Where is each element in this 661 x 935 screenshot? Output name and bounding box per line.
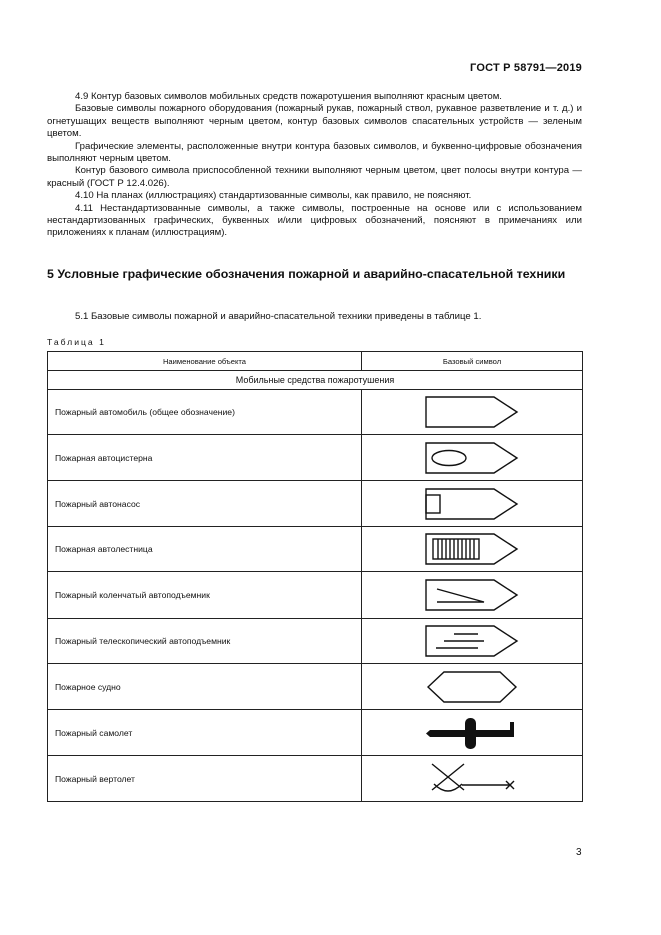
paragraph: 4.9 Контур базовых символов мобильных средств пожаротушения выполняют красным цветом.: [75, 91, 502, 102]
articulated-lift-symbol-icon: [424, 578, 520, 612]
table-row: [48, 390, 583, 435]
paragraph: 4.11 Нестандартизованные символы, а также символы, построенные на основе или с использованием нестандартизованных графических, буквенных и/или цифровых обозначений, поясняют в примечаниях или приложениях к планам (иллюстрациям).: [47, 202, 582, 239]
body-text: [47, 91, 582, 240]
group-label: Мобильные средства пожаротушения: [48, 371, 583, 390]
table-row: [48, 710, 583, 756]
table-group-row: [48, 371, 583, 390]
paragraph: Контур базового символа приспособленной техники выполняют черным цветом, цвет полосы внутри контура — красный (ГОСТ Р 12.4.026).: [47, 165, 582, 189]
symbol-cell: [362, 756, 583, 802]
fire-boat-symbol-icon: [424, 670, 520, 704]
table-header-row: [48, 352, 583, 371]
symbol-cell: [362, 435, 583, 481]
fire-pump-truck-symbol-icon: [424, 487, 520, 521]
column-header-symbol: Базовый символ: [362, 352, 583, 371]
object-name: Пожарная автолестница: [48, 527, 362, 572]
document-code: ГОСТ Р 58791—2019: [470, 62, 582, 74]
symbols-table: [47, 351, 583, 802]
object-name: Пожарное судно: [48, 664, 362, 710]
object-name: Пожарный телескопический автоподъемник: [48, 619, 362, 664]
symbol-cell: [362, 527, 583, 572]
object-name: Пожарный вертолет: [48, 756, 362, 802]
paragraph: 4.10 На планах (иллюстрациях) стандартизованные символы, как правило, не поясняют.: [75, 190, 472, 202]
fire-ladder-truck-symbol-icon: [424, 532, 520, 566]
table-row: [48, 435, 583, 481]
page-number: 3: [576, 847, 582, 858]
table-row: [48, 481, 583, 527]
table-caption: Таблица 1: [47, 337, 106, 347]
table-row: [48, 527, 583, 572]
object-name: Пожарный самолет: [48, 710, 362, 756]
column-header-name: Наименование объекта: [48, 352, 362, 371]
fire-airplane-symbol-icon: [424, 716, 520, 750]
fire-tanker-symbol-icon: [424, 441, 520, 475]
telescopic-lift-symbol-icon: [424, 624, 520, 658]
object-name: Пожарный коленчатый автоподъемник: [48, 572, 362, 619]
object-name: Пожарный автонасос: [48, 481, 362, 527]
fire-truck-general-symbol-icon: [424, 395, 520, 429]
symbol-cell: [362, 710, 583, 756]
symbol-cell: [362, 390, 583, 435]
object-name: Пожарный автомобиль (общее обозначение): [48, 390, 362, 435]
fire-helicopter-symbol-icon: [424, 760, 520, 798]
table-row: [48, 756, 583, 802]
section-intro: 5.1 Базовые символы пожарной и аварийно-спасательной техники приведены в таблице 1.: [75, 311, 482, 322]
symbol-cell: [362, 664, 583, 710]
symbol-cell: [362, 619, 583, 664]
symbol-cell: [362, 572, 583, 619]
table-row: [48, 619, 583, 664]
section-title: 5 Условные графические обозначения пожарной и аварийно-спасательной техники: [47, 267, 566, 281]
symbol-cell: [362, 481, 583, 527]
table-row: [48, 664, 583, 710]
object-name: Пожарная автоцистерна: [48, 435, 362, 481]
table-row: [48, 572, 583, 619]
paragraph: Графические элементы, расположенные внутри контура базовых символов, и буквенно-цифровые обозначения выполняют черным цветом.: [47, 140, 582, 165]
paragraph: Базовые символы пожарного оборудования (пожарный рукав, пожарный ствол, рукавное разветвление и т. д.) и огнетушащих веществ выполняют черным цветом, контур базовых символов спасательных устройств — зеленым цветом.: [47, 103, 582, 140]
